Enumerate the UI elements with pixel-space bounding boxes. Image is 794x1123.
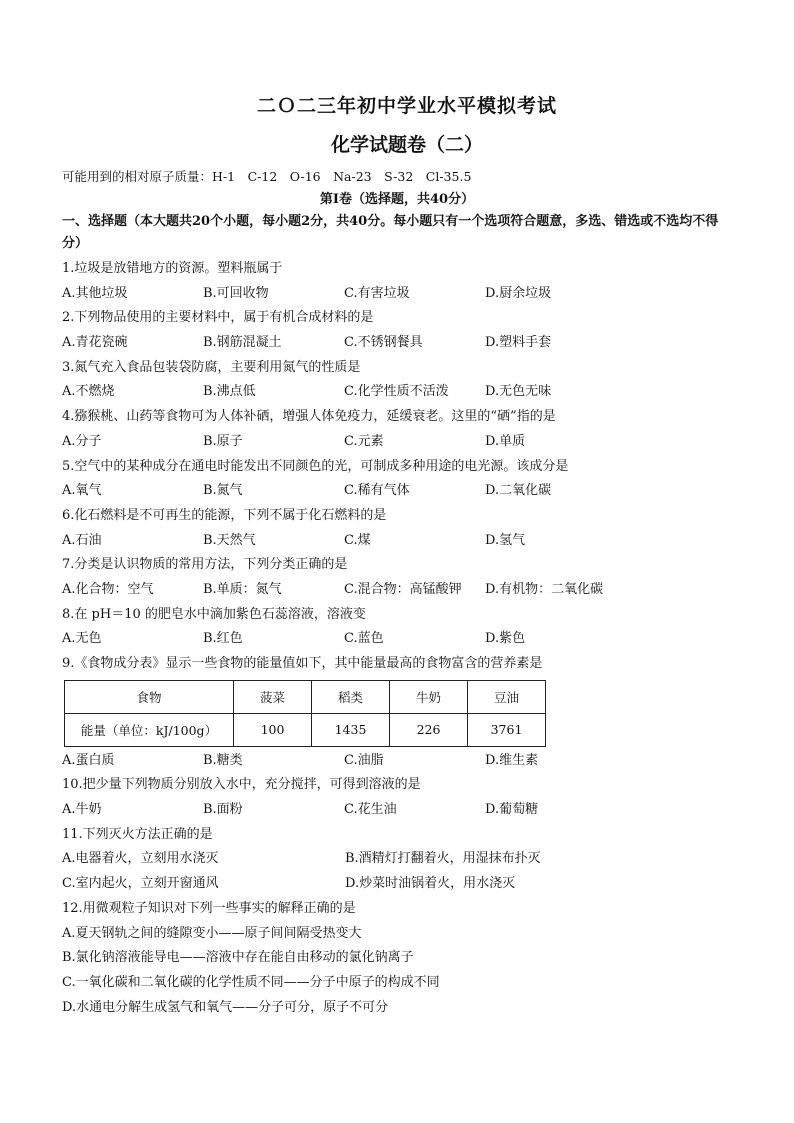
question-stem: 4.猕猴桃、山药等食物可为人体补硒，增强人体免疫力，延缓衰老。这里的“硒”指的是 [62,409,556,425]
question-stem: 6.化石燃料是不可再生的能源，下列不属于化石燃料的是 [62,507,387,523]
table-header-row [65,680,546,713]
question-options [62,749,732,774]
option: A.夏天钢轨之间的缝隙变小——原子间间隔受热变大 [62,925,362,941]
option: D.水通电分解生成氢气和氧气——分子可分，原子不可分 [62,999,389,1015]
option: B.氯化钠溶液能导电——溶液中存在能自由移动的氯化钠离子 [62,950,414,966]
table-header-cell: 牛奶 [390,680,468,713]
table-row [65,713,546,746]
option: B.红色 [203,631,243,647]
option: B.面粉 [203,802,243,818]
question-stem: 7.分类是认识物质的常用方法，下列分类正确的是 [62,557,348,573]
question-stem: 11.下列灭火方法正确的是 [62,826,213,842]
question-stem: 1.垃圾是放错地方的资源。塑料瓶属于 [62,261,283,276]
option: A.牛奶 [62,802,102,818]
exam-page [62,92,732,1020]
option: D.炒菜时油锅着火，用水浇灭 [345,876,516,892]
option: B.氮气 [203,483,243,499]
option: B.糖类 [203,752,243,768]
table-cell: 1435 [312,713,390,746]
question-options [62,479,732,504]
option: C.化学性质不活泼 [344,384,449,400]
option: A.石油 [62,532,102,548]
option: C.一氧化碳和二氧化碳的化学性质不同——分子中原子的构成不同 [62,974,440,990]
question-options [62,798,732,823]
option: C.室内起火，立刻开窗通风 [62,876,219,892]
option: A.氧气 [62,483,102,499]
table-header-cell: 食物 [65,680,234,713]
table-cell: 226 [390,713,468,746]
section-heading: 一、选择题（本大题共20个小题，每小题2分，共40分。每小题只有一个选项符合题意，多选、错选或不选均不得分） [62,214,719,251]
table-header-cell: 豆油 [468,680,546,713]
option: D.葡萄糖 [485,802,539,818]
question-stem: 3.氮气充入食品包装袋防腐，主要利用氮气的性质是 [62,359,361,375]
option: C.不锈钢餐具 [344,335,423,351]
table-header-cell: 稻类 [312,680,390,713]
question-stem: 5.空气中的某种成分在通电时能发出不同颜色的光，可制成多种用途的电光源。该成分是 [62,458,569,474]
question-stem: 12.用微观粒子知识对下列一些事实的解释正确的是 [62,900,356,916]
option: B.可回收物 [203,285,269,301]
question-stem: 8.在 pH＝10 的肥皂水中滴加紫色石蕊溶液，溶液变 [62,606,366,622]
option: D.无色无味 [485,384,552,400]
question-options [62,872,732,897]
question-stem: 10.把少量下列物质分别放入水中，充分搅拌，可得到溶液的是 [62,777,421,793]
question-stem: 9.《食物成分表》显示一些食物的能量值如下，其中能量最高的食物富含的营养素是 [62,656,543,671]
option: A.青花瓷碗 [62,335,128,351]
option: A.其他垃圾 [62,285,128,301]
question-options [62,430,732,455]
exam-title: 二Ｏ二三年初中学业水平模拟考试 [256,95,557,117]
table-row-label: 能量（单位：kJ/100g） [65,713,234,746]
option: C.煤 [344,532,371,548]
option: D.二氧化碳 [485,483,552,499]
table-header-cell: 菠菜 [234,680,312,713]
option: B.原子 [203,433,243,449]
option: A.电器着火，立刻用水浇灭 [62,851,219,867]
question-options [62,331,732,356]
option: A.蛋白质 [62,752,115,768]
option: A.无色 [62,631,102,647]
option: D.单质 [485,433,526,449]
option: C.油脂 [344,752,384,768]
option: B.钢筋混凝土 [203,335,282,351]
question-options [62,578,732,603]
option: B.沸点低 [203,384,256,400]
option: A.分子 [62,433,102,449]
table-cell: 100 [234,713,312,746]
question-options [62,282,732,307]
option: C.花生油 [344,802,397,818]
option: D.紫色 [485,631,526,647]
option: B.单质：氮气 [203,581,282,597]
option: B.天然气 [203,532,256,548]
option: C.有害垃圾 [344,285,410,301]
question-options [62,380,732,405]
option: C.蓝色 [344,631,384,647]
option: A.不燃烧 [62,384,115,400]
option: C.混合物：高锰酸钾 [344,581,462,597]
option: B.酒精灯打翻着火，用湿抹布扑灭 [345,851,541,867]
question-options [62,529,732,554]
exam-subtitle: 化学试题卷（二） [330,134,483,156]
question-options [62,627,732,652]
option: A.化合物：空气 [62,581,154,597]
option: C.稀有气体 [344,483,410,499]
option: D.氢气 [485,532,526,548]
option: D.有机物：二氧化碳 [485,581,604,597]
volume-heading: 第Ⅰ卷（选择题，共40分） [319,192,475,207]
table-cell: 3761 [468,713,546,746]
question-stem: 2.下列物品使用的主要材料中，属于有机合成材料的是 [62,310,374,326]
option: D.塑料手套 [485,335,552,351]
question-options [62,847,732,872]
food-energy-table [64,680,546,747]
atomic-masses: 可能用到的相对原子质量：H-1 C-12 O-16 Na-23 S-32 Cl-35.5 [62,169,472,184]
option: D.维生素 [485,752,539,768]
option: C.元素 [344,433,384,449]
option: D.厨余垃圾 [485,285,552,301]
